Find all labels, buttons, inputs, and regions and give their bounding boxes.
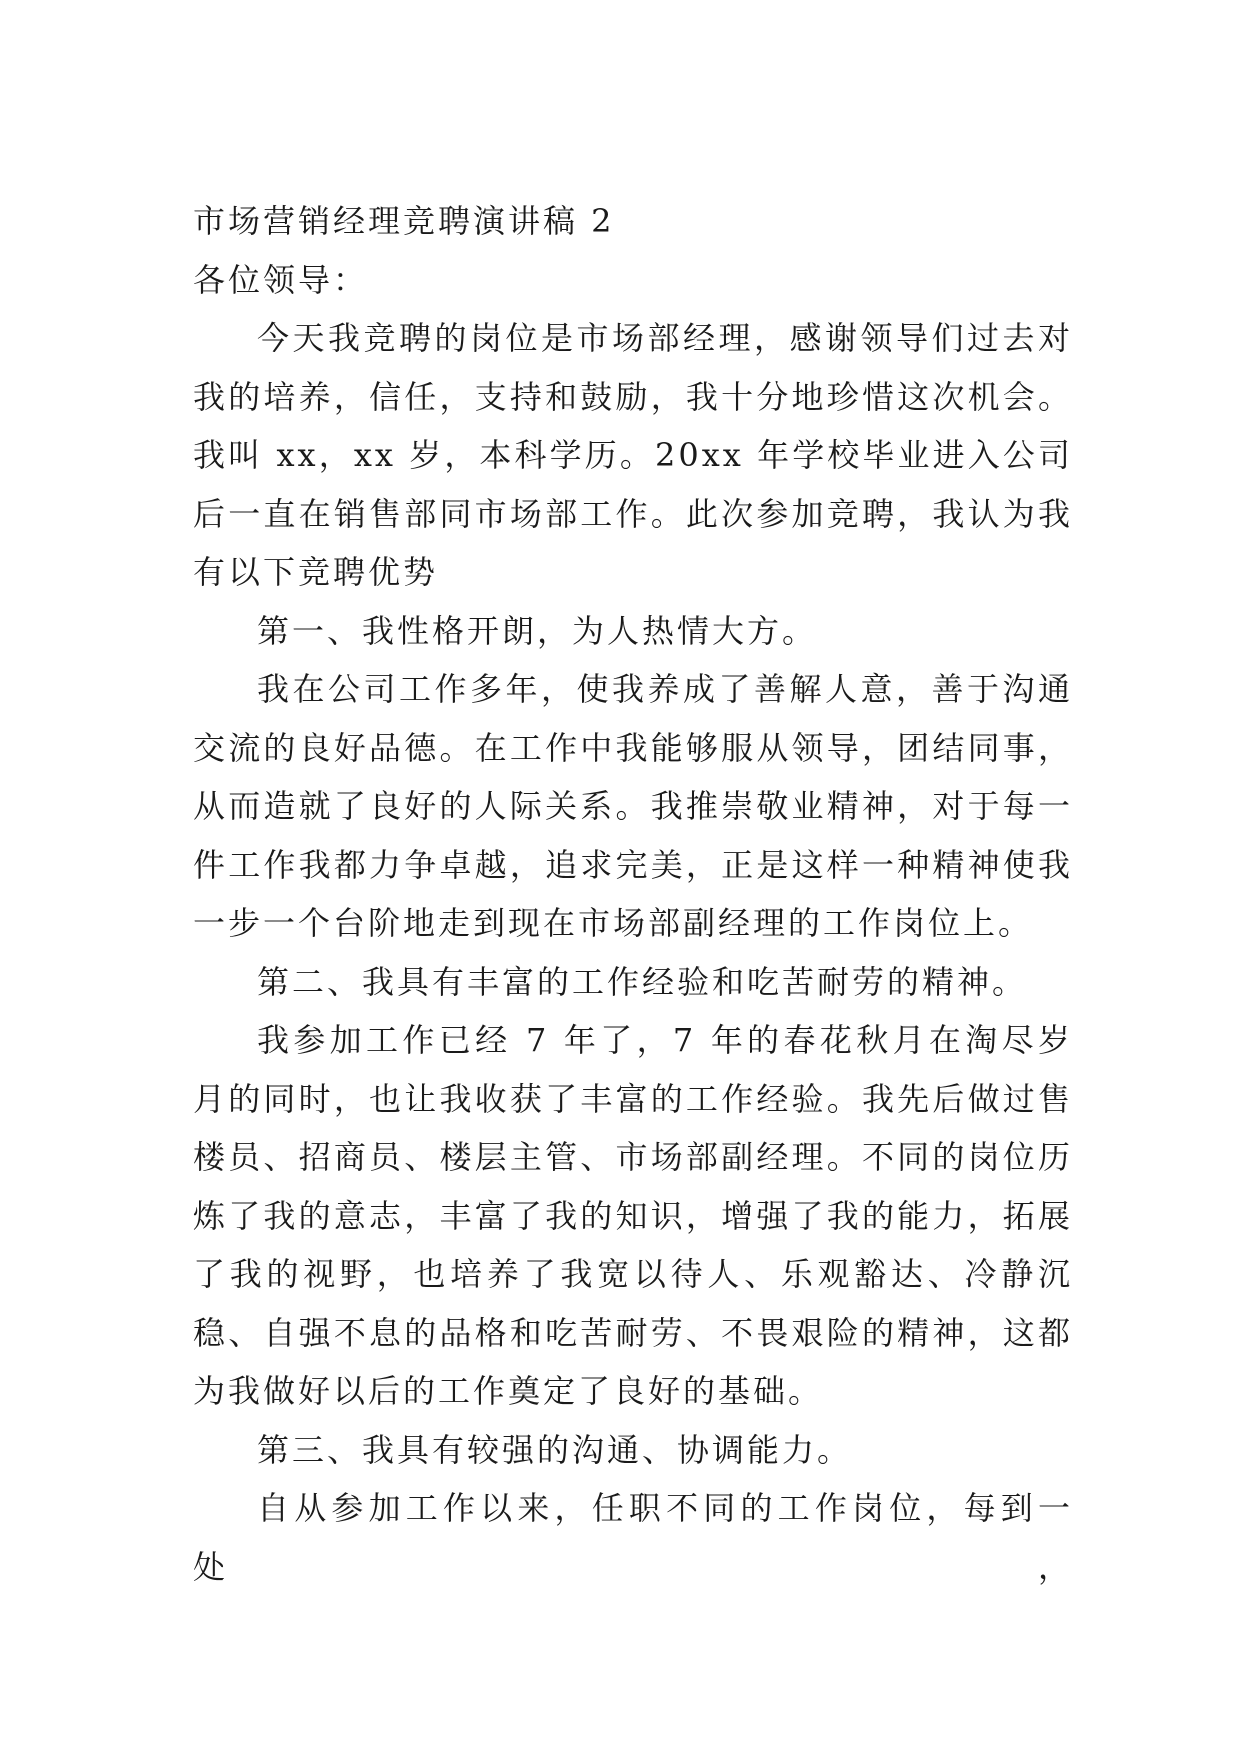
salutation: 各位领导：: [193, 260, 369, 299]
paragraph-point-3-body: 自从参加工作以来，任职不同的工作岗位，每到一处，: [193, 1489, 1073, 1586]
document-title: 市场营销经理竞聘演讲稿 2: [193, 202, 615, 240]
paragraph-point-2-heading: 第二、我具有丰富的工作经验和吃苦耐劳的精神。: [257, 962, 1028, 1001]
paragraph-point-1-body: 我在公司工作多年，使我养成了善解人意，善于沟通交流的良好品德。在工作中我能够服从领导，团结同事，从而造就了良好的人际关系。我推崇敬业精神，对于每一件工作我都力争卓越，追求完美，正是这样一种精神使我一步一个台阶地走到现在市场部副经理的工作岗位上。: [193, 670, 1073, 942]
paragraph-intro: 今天我竞聘的岗位是市场部经理，感谢领导们过去对我的培养，信任，支持和鼓励，我十分地珍惜这次机会。我叫 xx，xx 岁，本科学历。20xx 年学校毕业进入公司后一直在销售部同市场部工作。此次参加竞聘，我认为我有以下竞聘优势: [193, 319, 1073, 591]
paragraph-point-1-heading: 第一、我性格开朗，为人热情大方。: [257, 611, 818, 650]
paragraph-point-3-heading: 第三、我具有较强的沟通、协调能力。: [257, 1430, 853, 1469]
paragraph-point-2-body: 我参加工作已经 7 年了，7 年的春花秋月在淘尽岁月的同时，也让我收获了丰富的工作经验。我先后做过售楼员、招商员、楼层主管、市场部副经理。不同的岗位历炼了我的意志，丰富了我的知识，增强了我的能力，拓展了我的视野，也培养了我宽以待人、乐观豁达、冷静沉稳、自强不息的品格和吃苦耐劳、不畏艰险的精神，这都为我做好以后的工作奠定了良好的基础。: [193, 1021, 1073, 1410]
document-body: [193, 192, 1073, 1596]
